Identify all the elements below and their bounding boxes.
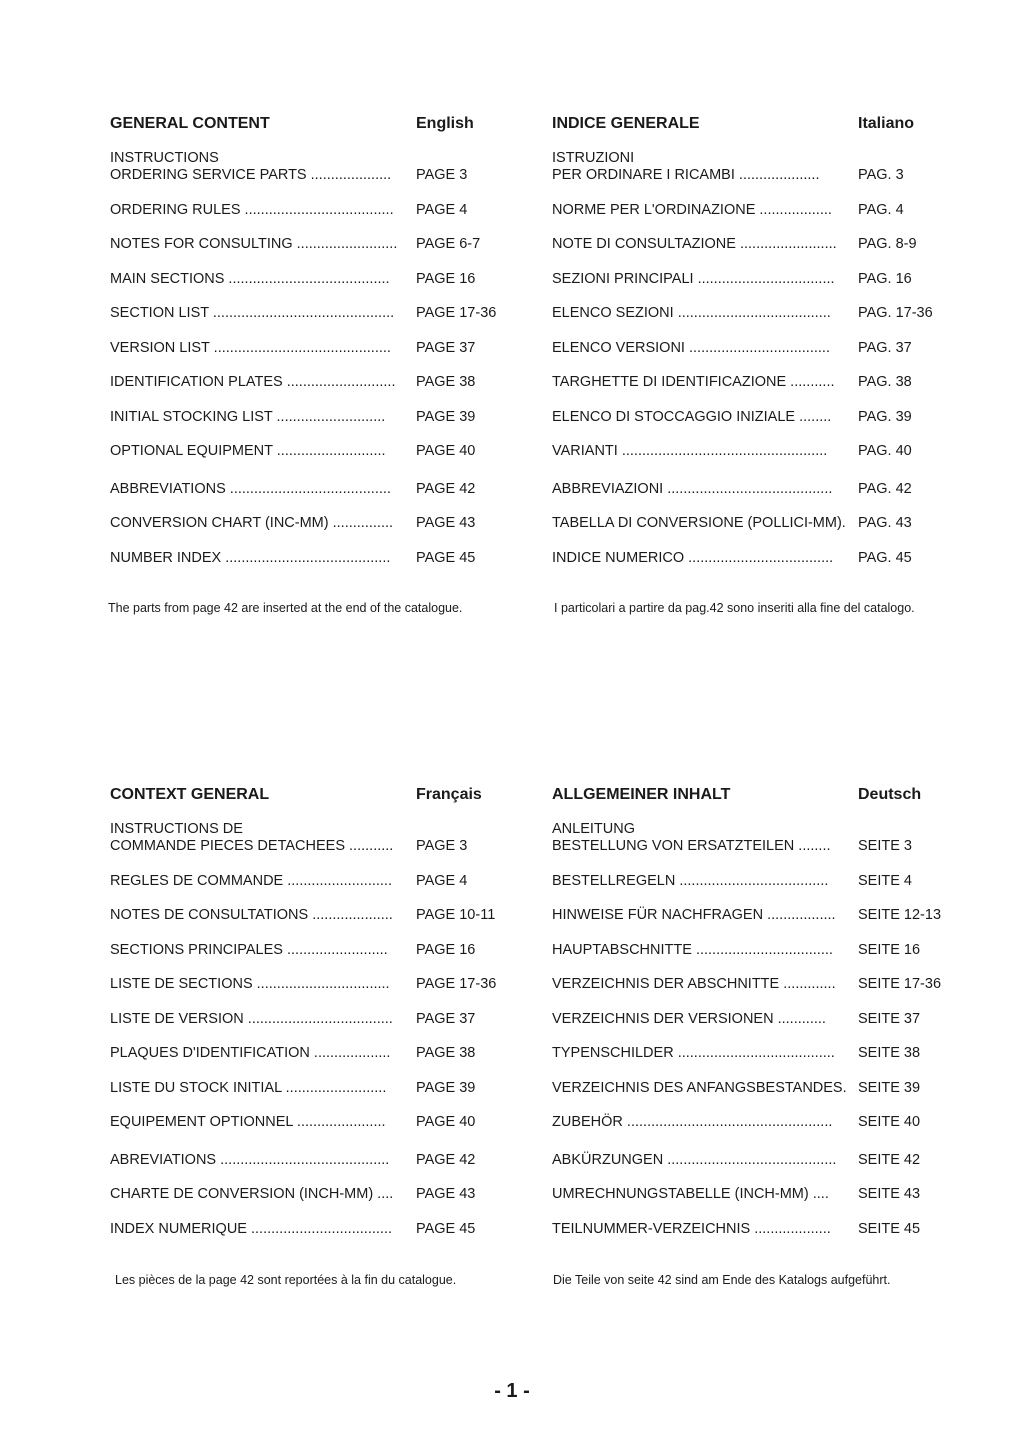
toc-entry-page: PAGE 42 (416, 481, 476, 497)
toc-entry (110, 821, 510, 855)
section-title: CONTEXT GENERAL (110, 786, 270, 803)
toc-entry-label: PLAQUES D'IDENTIFICATION ................... (110, 1045, 391, 1061)
toc-entry (552, 515, 952, 532)
toc-entry-label: BESTELLUNG VON ERSATZTEILEN ........ (552, 838, 831, 854)
toc-entry-label: NOTES FOR CONSULTING ......................... (110, 236, 398, 252)
toc-entry-label: BESTELLREGELN ..................................... (552, 873, 829, 889)
toc-entry-page: PAG. 17-36 (858, 305, 933, 321)
toc-entry-label: TEILNUMMER-VERZEICHNIS ................... (552, 1221, 831, 1237)
toc-entry-label: ORDERING SERVICE PARTS .................... (110, 167, 392, 183)
toc-entry-label: ELENCO VERSIONI ................................... (552, 340, 830, 356)
toc-entry (110, 873, 510, 890)
toc-entry-page: PAGE 16 (416, 942, 476, 958)
toc-entry-page: PAG. 43 (858, 515, 912, 531)
toc-entry (110, 1045, 510, 1062)
toc-entry-page: SEITE 16 (858, 942, 921, 958)
toc-entry-label: COMMANDE PIECES DETACHEES ........... (110, 838, 394, 854)
toc-entry-label: EQUIPEMENT OPTIONNEL ...................... (110, 1114, 386, 1130)
toc-entry-page: PAGE 10-11 (416, 907, 496, 923)
toc-entry-page: PAG. 3 (858, 167, 904, 183)
toc-entry (552, 409, 952, 426)
toc-entry-page: PAGE 42 (416, 1152, 476, 1168)
page-number: - 1 - (494, 1380, 530, 1402)
toc-entry-label: SECTION LIST ............................................. (110, 305, 395, 321)
toc-entry-page: PAGE 39 (416, 409, 476, 425)
toc-entry-label: LISTE DU STOCK INITIAL ......................... (110, 1080, 387, 1096)
toc-entry (110, 271, 510, 288)
toc-entry-label: INDICE NUMERICO .................................... (552, 550, 834, 566)
toc-entry-page: PAGE 37 (416, 340, 476, 356)
toc-entry (552, 873, 952, 890)
toc-entry (110, 942, 510, 959)
toc-entry-page: PAGE 17-36 (416, 976, 497, 992)
toc-entry-page: SEITE 38 (858, 1045, 921, 1061)
toc-entry (110, 1221, 510, 1238)
toc-entry (552, 271, 952, 288)
toc-entry-page: SEITE 42 (858, 1152, 921, 1168)
toc-entry-label: TYPENSCHILDER ....................................... (552, 1045, 835, 1061)
toc-entry-label: LISTE DE VERSION .................................... (110, 1011, 393, 1027)
toc-entry-page: PAGE 4 (416, 873, 468, 889)
toc-entry (552, 202, 952, 219)
toc-entry (552, 942, 952, 959)
toc-entry-label: NOTES DE CONSULTATIONS .................... (110, 907, 393, 923)
toc-entry-page: SEITE 12-13 (858, 907, 942, 923)
toc-entry-page: PAG. 45 (858, 550, 912, 566)
section-language: English (416, 115, 474, 132)
toc-entry-page: PAG. 40 (858, 443, 912, 459)
toc-entry-page: SEITE 37 (858, 1011, 921, 1027)
toc-entry-label: SECTIONS PRINCIPALES ......................... (110, 942, 388, 958)
toc-entry-label: INDEX NUMERIQUE ................................... (110, 1221, 392, 1237)
toc-entry-label: NUMBER INDEX ......................................... (110, 550, 391, 566)
toc-entry-page: SEITE 40 (858, 1114, 921, 1130)
toc-entry (110, 202, 510, 219)
toc-entry (110, 1114, 510, 1131)
toc-entry-label: ABKÜRZUNGEN .......................................... (552, 1152, 837, 1168)
toc-entry (110, 1011, 510, 1028)
toc-entry-prefix: INSTRUCTIONS (110, 150, 219, 166)
toc-entry-prefix: ANLEITUNG (552, 821, 635, 837)
toc-entry-page: PAG. 37 (858, 340, 912, 356)
toc-entry-label: ABREVIATIONS .......................................... (110, 1152, 390, 1168)
toc-entry-page: SEITE 39 (858, 1080, 921, 1096)
toc-entry (110, 1186, 510, 1203)
toc-entry (110, 515, 510, 532)
section-language: Deutsch (858, 786, 922, 803)
toc-entry-label: SEZIONI PRINCIPALI .................................. (552, 271, 835, 287)
toc-entry-label: MAIN SECTIONS ........................................ (110, 271, 390, 287)
section-title: INDICE GENERALE (552, 115, 700, 132)
toc-entry-label: REGLES DE COMMANDE .......................... (110, 873, 392, 889)
toc-entry-label: ZUBEHÖR ................................................... (552, 1114, 833, 1130)
section-note-deutsch: Die Teile von seite 42 sind am Ende des Katalogs aufgeführt. (553, 1273, 891, 1287)
toc-entry (552, 1114, 952, 1131)
toc-entry-page: PAGE 40 (416, 1114, 476, 1130)
toc-entry-page: PAG. 16 (858, 271, 912, 287)
toc-entry-page: PAGE 37 (416, 1011, 476, 1027)
toc-entry (552, 821, 952, 855)
toc-entry-label: TARGHETTE DI IDENTIFICAZIONE ........... (552, 374, 835, 390)
toc-entry-label: NORME PER L'ORDINAZIONE .................. (552, 202, 832, 218)
toc-entry (552, 976, 952, 993)
toc-entry (552, 374, 952, 391)
toc-section-italiano (552, 115, 952, 566)
toc-entry (110, 1080, 510, 1097)
section-language: Italiano (858, 115, 915, 132)
toc-entry-page: PAG. 38 (858, 374, 912, 390)
toc-entry (552, 1152, 952, 1169)
toc-entry-page: PAGE 39 (416, 1080, 476, 1096)
toc-entry (552, 550, 952, 567)
toc-entry-label: OPTIONAL EQUIPMENT ........................... (110, 443, 386, 459)
toc-entry (110, 481, 510, 498)
toc-entry (110, 976, 510, 993)
toc-entry-label: CHARTE DE CONVERSION (INCH-MM) .... (110, 1186, 394, 1202)
toc-entry (552, 150, 952, 184)
toc-section-francais (110, 786, 510, 1237)
toc-entry-page: SEITE 4 (858, 873, 912, 889)
toc-entry (552, 443, 952, 460)
toc-entry-label: ABBREVIATIONS ........................................ (110, 481, 391, 497)
section-note-italiano: I particolari a partire da pag.42 sono inseriti alla fine del catalogo. (554, 601, 915, 615)
toc-entry (110, 374, 510, 391)
section-heading (552, 786, 952, 806)
toc-entry-page: PAG. 8-9 (858, 236, 917, 252)
toc-entry-label: ORDERING RULES ..................................... (110, 202, 394, 218)
toc-entry (110, 236, 510, 253)
toc-entry-page: PAG. 4 (858, 202, 904, 218)
toc-entry-label: PER ORDINARE I RICAMBI .................... (552, 167, 820, 183)
toc-entry-page: PAGE 40 (416, 443, 476, 459)
toc-entry-prefix: ISTRUZIONI (552, 150, 635, 166)
toc-entry-label: ABBREVIAZIONI ......................................... (552, 481, 833, 497)
toc-entry-page: PAGE 45 (416, 1221, 476, 1237)
toc-entry-label: ELENCO SEZIONI ...................................... (552, 305, 831, 321)
toc-entry-label: IDENTIFICATION PLATES ........................... (110, 374, 396, 390)
toc-entry (552, 907, 952, 924)
toc-entry (552, 1221, 952, 1238)
section-heading (110, 786, 510, 806)
toc-entry (110, 443, 510, 460)
toc-entry (552, 1186, 952, 1203)
toc-entry (552, 481, 952, 498)
toc-entry-page: PAGE 43 (416, 515, 476, 531)
toc-entry (552, 340, 952, 357)
toc-entry-page: PAG. 42 (858, 481, 912, 497)
toc-entry-label: ELENCO DI STOCCAGGIO INIZIALE ........ (552, 409, 832, 425)
section-note-francais: Les pièces de la page 42 sont reportées à la fin du catalogue. (115, 1273, 457, 1287)
toc-entry-page: PAGE 4 (416, 202, 468, 218)
toc-entry-label: VERZEICHNIS DER ABSCHNITTE ............. (552, 976, 836, 992)
toc-section-english (110, 115, 510, 566)
toc-entry-label: INITIAL STOCKING LIST ........................... (110, 409, 386, 425)
toc-entry (552, 1045, 952, 1062)
toc-entry-page: SEITE 43 (858, 1186, 921, 1202)
toc-entry-label: UMRECHNUNGSTABELLE (INCH-MM) .... (552, 1186, 829, 1202)
toc-entry-label: VERSION LIST ............................................ (110, 340, 391, 356)
toc-entry-label: NOTE DI CONSULTAZIONE ........................ (552, 236, 837, 252)
toc-entry (110, 340, 510, 357)
section-heading (110, 115, 510, 135)
toc-entry (110, 409, 510, 426)
toc-entry (110, 907, 510, 924)
toc-entry (552, 1080, 952, 1097)
section-note-english: The parts from page 42 are inserted at the end of the catalogue. (108, 601, 463, 615)
toc-entry-label: VARIANTI ................................................... (552, 443, 828, 459)
toc-entry-page: PAGE 38 (416, 1045, 476, 1061)
toc-entry (110, 150, 510, 184)
toc-entry-page: PAGE 16 (416, 271, 476, 287)
toc-entry-page: PAGE 45 (416, 550, 476, 566)
toc-entry (110, 550, 510, 567)
section-title: GENERAL CONTENT (110, 115, 270, 132)
toc-entry (110, 1152, 510, 1169)
toc-entry-label: VERZEICHNIS DES ANFANGSBESTANDES. (552, 1080, 847, 1096)
toc-entry-page: PAGE 3 (416, 838, 468, 854)
toc-entry (552, 305, 952, 322)
toc-entry-label: VERZEICHNIS DER VERSIONEN ............ (552, 1011, 826, 1027)
section-language: Français (416, 786, 482, 803)
toc-entry-page: PAGE 6-7 (416, 236, 481, 252)
toc-entry-label: LISTE DE SECTIONS ................................. (110, 976, 390, 992)
toc-entry (110, 305, 510, 322)
toc-entry-page: SEITE 3 (858, 838, 912, 854)
toc-entry-page: PAGE 17-36 (416, 305, 497, 321)
toc-entry-label: CONVERSION CHART (INC-MM) ............... (110, 515, 394, 531)
toc-entry-prefix: INSTRUCTIONS DE (110, 821, 243, 837)
toc-entry-page: PAGE 38 (416, 374, 476, 390)
toc-entry-page: SEITE 45 (858, 1221, 921, 1237)
toc-entry-page: PAGE 43 (416, 1186, 476, 1202)
toc-entry-page: SEITE 17-36 (858, 976, 942, 992)
section-title: ALLGEMEINER INHALT (552, 786, 731, 803)
toc-section-deutsch (552, 786, 952, 1237)
toc-entry-page: PAGE 3 (416, 167, 468, 183)
section-heading (552, 115, 952, 135)
toc-entry-label: HINWEISE FÜR NACHFRAGEN ................. (552, 907, 836, 923)
toc-entry (552, 1011, 952, 1028)
toc-entry-page: PAG. 39 (858, 409, 912, 425)
toc-entry (552, 236, 952, 253)
toc-entry-label: HAUPTABSCHNITTE .................................. (552, 942, 833, 958)
toc-entry-label: TABELLA DI CONVERSIONE (POLLICI-MM). (552, 515, 846, 531)
